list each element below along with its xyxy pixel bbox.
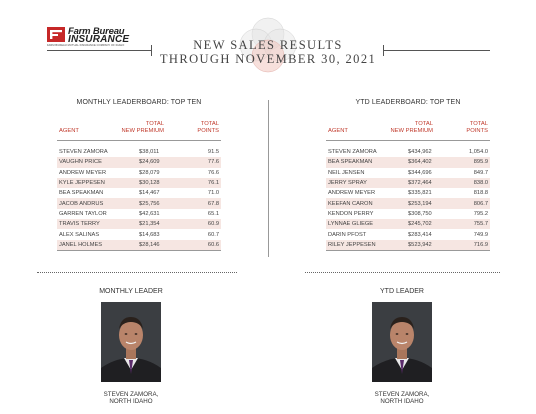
header-premium-line-2: NEW PREMIUM [121, 127, 164, 134]
agent-name-cell: VAUGHN PRICE [57, 157, 135, 167]
agent-name-cell: ANDREW MEYER [59, 169, 107, 176]
header-total-points [466, 121, 488, 134]
agent-name-cell: TRAVIS TERRY [57, 219, 135, 229]
header-agent: AGENT [59, 128, 79, 134]
header-points-line-1: TOTAL [469, 121, 488, 127]
agent-name-cell: ALEX SALINAS [59, 231, 100, 238]
ytd-table-header [326, 119, 490, 139]
page-title-line-2: THROUGH NOVEMBER 30, 2021 [159, 52, 377, 66]
farm-bureau-logo-mark-icon [47, 27, 65, 42]
header-total-new-premium [390, 121, 433, 134]
header-agent: AGENT [328, 128, 348, 134]
monthly-leader-name [71, 391, 191, 405]
ytd-leaderboard [326, 99, 490, 251]
agent-name-cell: KYLE JEPPESEN [57, 178, 135, 188]
monthly-leaderboard-title: MONTHLY LEADERBOARD: TOP TEN [76, 99, 202, 106]
agent-name-cell: NEIL JENSEN [328, 169, 365, 176]
agent-name-cell: GARREN TAYLOR [59, 210, 107, 217]
agent-name-cell: STEVEN ZAMORA [328, 149, 377, 156]
points-cell: 1,054.0 [469, 149, 488, 156]
agent-name-cell: BEA SPEAKMAN [59, 190, 104, 197]
table-row [57, 229, 221, 239]
points-cell: 795.2 [473, 210, 488, 217]
points-cell: 67.8 [191, 198, 221, 208]
header-total-points [197, 121, 219, 134]
table-row [326, 219, 490, 229]
premium-cell: $14,467 [139, 190, 160, 197]
logo-word-insurance: INSURANCE [68, 34, 130, 45]
premium-cell: $28,079 [139, 169, 160, 176]
header-premium-line-1: TOTAL [414, 121, 433, 127]
dotted-separator-left [37, 272, 237, 273]
page-title-line-1: NEW SALES RESULTS [193, 38, 343, 52]
table-row [326, 178, 490, 188]
header-points-line-1: TOTAL [200, 121, 219, 127]
points-cell: 895.9 [453, 157, 490, 167]
logo-word-farm-bureau: Farm Bureau [68, 26, 125, 37]
table-row [326, 157, 490, 167]
table-row [57, 147, 221, 157]
table-row [326, 240, 490, 250]
leader-name-line-1: STEVEN ZAMORA, [103, 391, 159, 398]
premium-cell: $434,962 [408, 149, 432, 156]
table-row [326, 198, 490, 208]
table-header-divider [57, 140, 221, 141]
ytd-leader-name [342, 391, 462, 405]
points-cell: 65.1 [207, 210, 219, 217]
premium-cell: $245,702 [404, 219, 453, 229]
header-premium-line-1: TOTAL [145, 121, 164, 127]
premium-cell: $14,683 [139, 231, 160, 238]
table-row [326, 168, 490, 178]
premium-cell: $28,146 [135, 240, 191, 250]
table-row [57, 209, 221, 219]
points-cell: 76.6 [207, 169, 219, 176]
monthly-table-header [57, 119, 221, 139]
agent-name-cell: BEA SPEAKMAN [326, 157, 404, 167]
farm-bureau-logo [47, 27, 157, 49]
table-header-divider [326, 140, 490, 141]
logo-subtitle: FARM BUREAU MUTUAL INSURANCE COMPANY OF IDAHO [47, 44, 125, 47]
header-rule-left [47, 50, 152, 51]
table-row [326, 188, 490, 198]
header-premium-line-2: NEW PREMIUM [390, 127, 433, 134]
agent-name-cell: JERRY SPRAY [326, 178, 404, 188]
ytd-leaderboard-title: YTD LEADERBOARD: TOP TEN [355, 99, 461, 106]
points-cell: 838.0 [453, 178, 490, 188]
points-cell: 755.7 [453, 219, 490, 229]
premium-cell: $308,750 [408, 210, 432, 217]
person-portrait-icon [372, 302, 432, 382]
ytd-leader-photo [372, 302, 432, 382]
agent-name-cell: STEVEN ZAMORA [59, 149, 108, 156]
points-cell: 716.9 [453, 240, 490, 250]
table-row [57, 198, 221, 208]
points-cell: 77.6 [191, 157, 221, 167]
header-points-line-2: POINTS [197, 127, 219, 134]
premium-cell: $25,756 [135, 198, 191, 208]
table-row [57, 240, 221, 250]
premium-cell: $372,464 [404, 178, 453, 188]
agent-name-cell: RILEY JEPPESEN [326, 240, 404, 250]
header-points-line-2: POINTS [466, 127, 488, 134]
table-bottom-divider [57, 250, 221, 251]
agent-name-cell: ANDREW MEYER [328, 190, 376, 197]
dotted-separator-right [305, 272, 500, 273]
ytd-leaderboard-table [326, 147, 490, 250]
table-row [57, 168, 221, 178]
points-cell: 60.7 [207, 231, 219, 238]
points-cell: 91.5 [207, 149, 219, 156]
monthly-leader-title: MONTHLY LEADER [99, 288, 163, 295]
agent-name-cell: LYNNAE GLIEGE [326, 219, 404, 229]
agent-name-cell: JANEL HOLMES [57, 240, 135, 250]
points-cell: 60.9 [191, 219, 221, 229]
column-divider [268, 100, 269, 257]
table-row [57, 188, 221, 198]
premium-cell: $523,942 [404, 240, 453, 250]
agent-name-cell: KENDON PERRY [328, 210, 374, 217]
agent-name-cell: DARIN PFOST [328, 231, 367, 238]
points-cell: 76.1 [191, 178, 221, 188]
points-cell: 749.9 [473, 231, 488, 238]
leader-name-line-2: NORTH IDAHO [380, 398, 424, 405]
points-cell: 71.0 [207, 190, 219, 197]
monthly-leaderboard-table [57, 147, 221, 250]
monthly-leader-photo [101, 302, 161, 382]
monthly-leaderboard [57, 99, 221, 251]
leader-name-line-2: NORTH IDAHO [109, 398, 153, 405]
points-cell: 849.7 [473, 169, 488, 176]
person-portrait-icon [101, 302, 161, 382]
premium-cell: $21,354 [135, 219, 191, 229]
points-cell: 818.8 [473, 190, 488, 197]
agent-name-cell: KEEFAN CARON [326, 198, 404, 208]
points-cell: 60.6 [191, 240, 221, 250]
premium-cell: $42,631 [139, 210, 160, 217]
table-row [57, 178, 221, 188]
premium-cell: $253,194 [404, 198, 453, 208]
table-row [57, 157, 221, 167]
premium-cell: $283,414 [408, 231, 432, 238]
ytd-leader-title: YTD LEADER [380, 288, 424, 295]
agent-name-cell: JACOB ANDRUS [57, 198, 135, 208]
leader-name-line-1: STEVEN ZAMORA, [374, 391, 430, 398]
points-cell: 806.7 [453, 198, 490, 208]
premium-cell: $344,696 [408, 169, 432, 176]
premium-cell: $364,402 [404, 157, 453, 167]
table-bottom-divider [326, 250, 490, 251]
header-rule-right [383, 50, 490, 51]
header-total-new-premium [121, 121, 164, 134]
premium-cell: $24,609 [135, 157, 191, 167]
table-row [326, 209, 490, 219]
table-row [326, 229, 490, 239]
table-row [57, 219, 221, 229]
premium-cell: $30,128 [135, 178, 191, 188]
premium-cell: $38,011 [139, 149, 160, 156]
premium-cell: $335,821 [408, 190, 432, 197]
table-row [326, 147, 490, 157]
